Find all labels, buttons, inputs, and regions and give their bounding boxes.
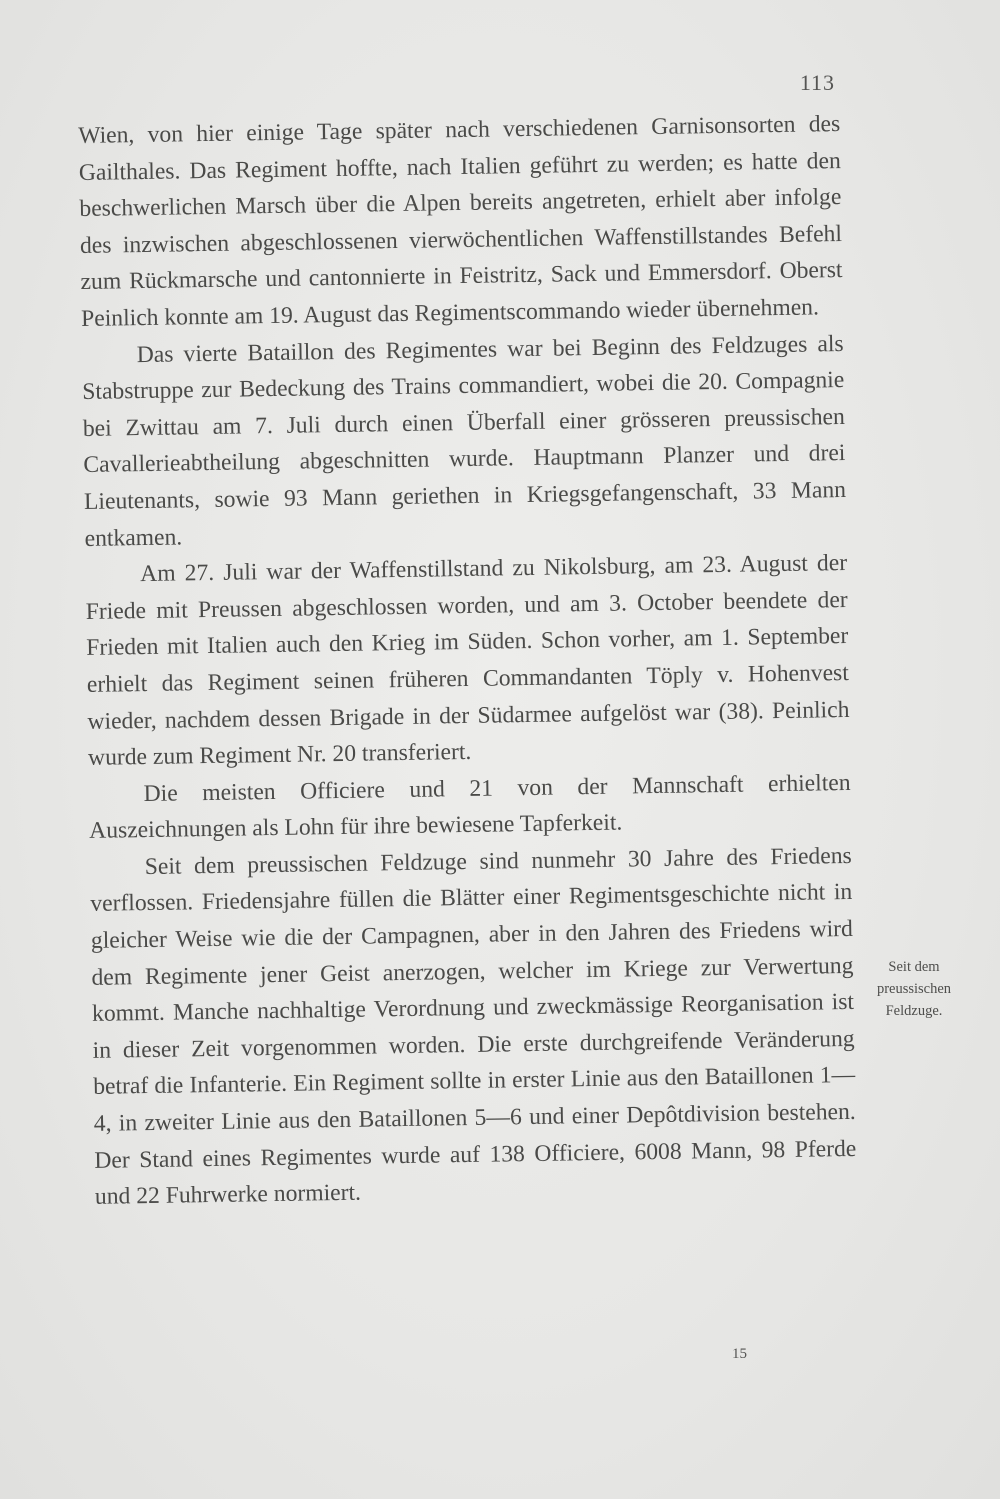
margin-note — [858, 956, 970, 1022]
margin-note-line: preussischen — [876, 981, 952, 997]
body-text — [78, 106, 857, 1216]
paragraph-4: Die meisten Officiere und 21 von der Mannschaft erhielten Auszeichnungen als Lohn für ihre bewiesene Tapferkeit. — [88, 769, 851, 845]
paragraph-1: Wien, von hier einige Tage später nach verschiedenen Garnisonsorten des Gailthales. Das Regiment hoffte, nach Italien geführt zu werden; es hatte den beschwerlichen Marsch über die Alpen bereits angetreten, erhielt aber infolge des inzwischen abgeschlossenen vierwöchentlichen Waffenstillstandes Befehl zum Rückmarsche und cantonnierte in Feistritz, Sack und Emmersdorf. Oberst Peinlich konnte am 19. August das Regimentscommando wieder übernehmen. — [78, 111, 843, 332]
paragraph-5: Seit dem preussischen Feldzuge sind nunmehr 30 Jahre des Friedens verflossen. Friedensjahre füllen die Blätter einer Regimentsgeschichte nicht in gleicher Weise wie die der Campagnen, aber in den Jahren des Friedens wird dem Regimente jener Geist anerzogen, welcher im Kriege zur Verwertung kommt. Manche nachhaltige Verordnung und zweckmässige Reorganisation ist in dieser Zeit vorgenommen worden. Die erste durchgreifende Veränderung betraf die Infanterie. Ein Regiment sollte in erster Linie aus den Bataillonen 1—4, in zweiter Linie aus den Bataillonen 5—6 und einer Depôtdivision bestehen. Der Stand eines Regimentes wurde auf 138 Officiere, 6008 Mann, 98 Pferde und 22 Fuhrwerke normiert. — [90, 842, 857, 1211]
paragraph-3: Am 27. Juli war der Waffenstillstand zu Nikolsburg, am 23. August der Friede mit Preussen abgeschlossen worden, und am 3. October beendete der Frieden mit Italien auch den Krieg im Süden. Schon vorher, am 1. September erhielt das Regiment seinen früheren Commandanten Töply v. Hohenvest wieder, nachdem dessen Brigade in der Südarmee aufgelöst war (38). Peinlich wurde zum Regiment Nr. 20 transferiert. — [85, 550, 850, 772]
paragraph-2: Das vierte Bataillon des Regimentes war bei Beginn des Feldzuges als Stabstruppe zur Bedeckung des Trains commandiert, wobei die 20. Compagnie bei Zwittau am 7. Juli durch einen Überfall einer grösseren preussischen Cavallerieabtheilung abgeschnitten wurde. Hauptmann Planzer und drei Lieutenants, sowie 93 Mann geriethen in Kriegsgefangenschaft, 33 Mann entkamen. — [82, 330, 847, 552]
signature-mark: 15 — [732, 1346, 747, 1362]
margin-note-line: Feldzuge. — [885, 1003, 943, 1019]
page-number: 113 — [799, 70, 835, 95]
margin-note-line: Seit dem — [888, 959, 940, 975]
